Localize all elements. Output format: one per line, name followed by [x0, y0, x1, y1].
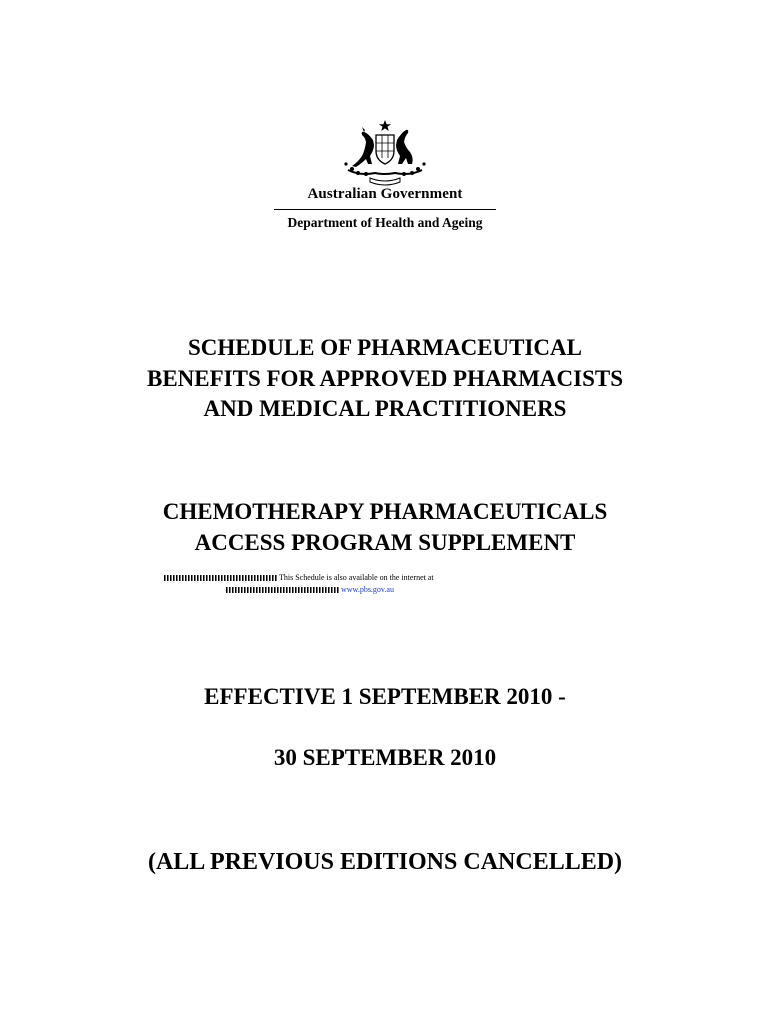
government-name: Australian Government	[307, 186, 463, 202]
subtitle-line: ACCESS PROGRAM SUPPLEMENT	[194, 529, 576, 555]
scan-artifact	[226, 587, 340, 593]
title-line: AND MEDICAL PRACTITIONERS	[203, 396, 567, 421]
title-line: BENEFITS FOR APPROVED PHARMACISTS	[146, 365, 624, 391]
pbs-website-link[interactable]: www.pbs.gov.au	[341, 585, 394, 594]
document-title	[0, 333, 770, 425]
subtitle-line: CHEMOTHERAPY PHARMACEUTICALS	[162, 499, 608, 524]
availability-text: This Schedule is also available on the internet at	[279, 573, 434, 582]
document-subtitle	[0, 497, 770, 558]
department-name: Department of Health and Ageing	[287, 215, 483, 230]
effective-date: EFFECTIVE 1 SEPTEMBER 2010 -	[204, 684, 566, 709]
scan-artifact	[164, 575, 278, 581]
end-date: 30 SEPTEMBER 2010	[273, 745, 497, 770]
header-divider	[274, 209, 496, 210]
cancellation-notice: (ALL PREVIOUS EDITIONS CANCELLED)	[147, 849, 623, 875]
availability-link-line	[226, 585, 394, 595]
australian-coat-of-arms-icon	[340, 118, 430, 190]
availability-note	[164, 573, 434, 583]
title-line: SCHEDULE OF PHARMACEUTICAL	[187, 335, 582, 360]
